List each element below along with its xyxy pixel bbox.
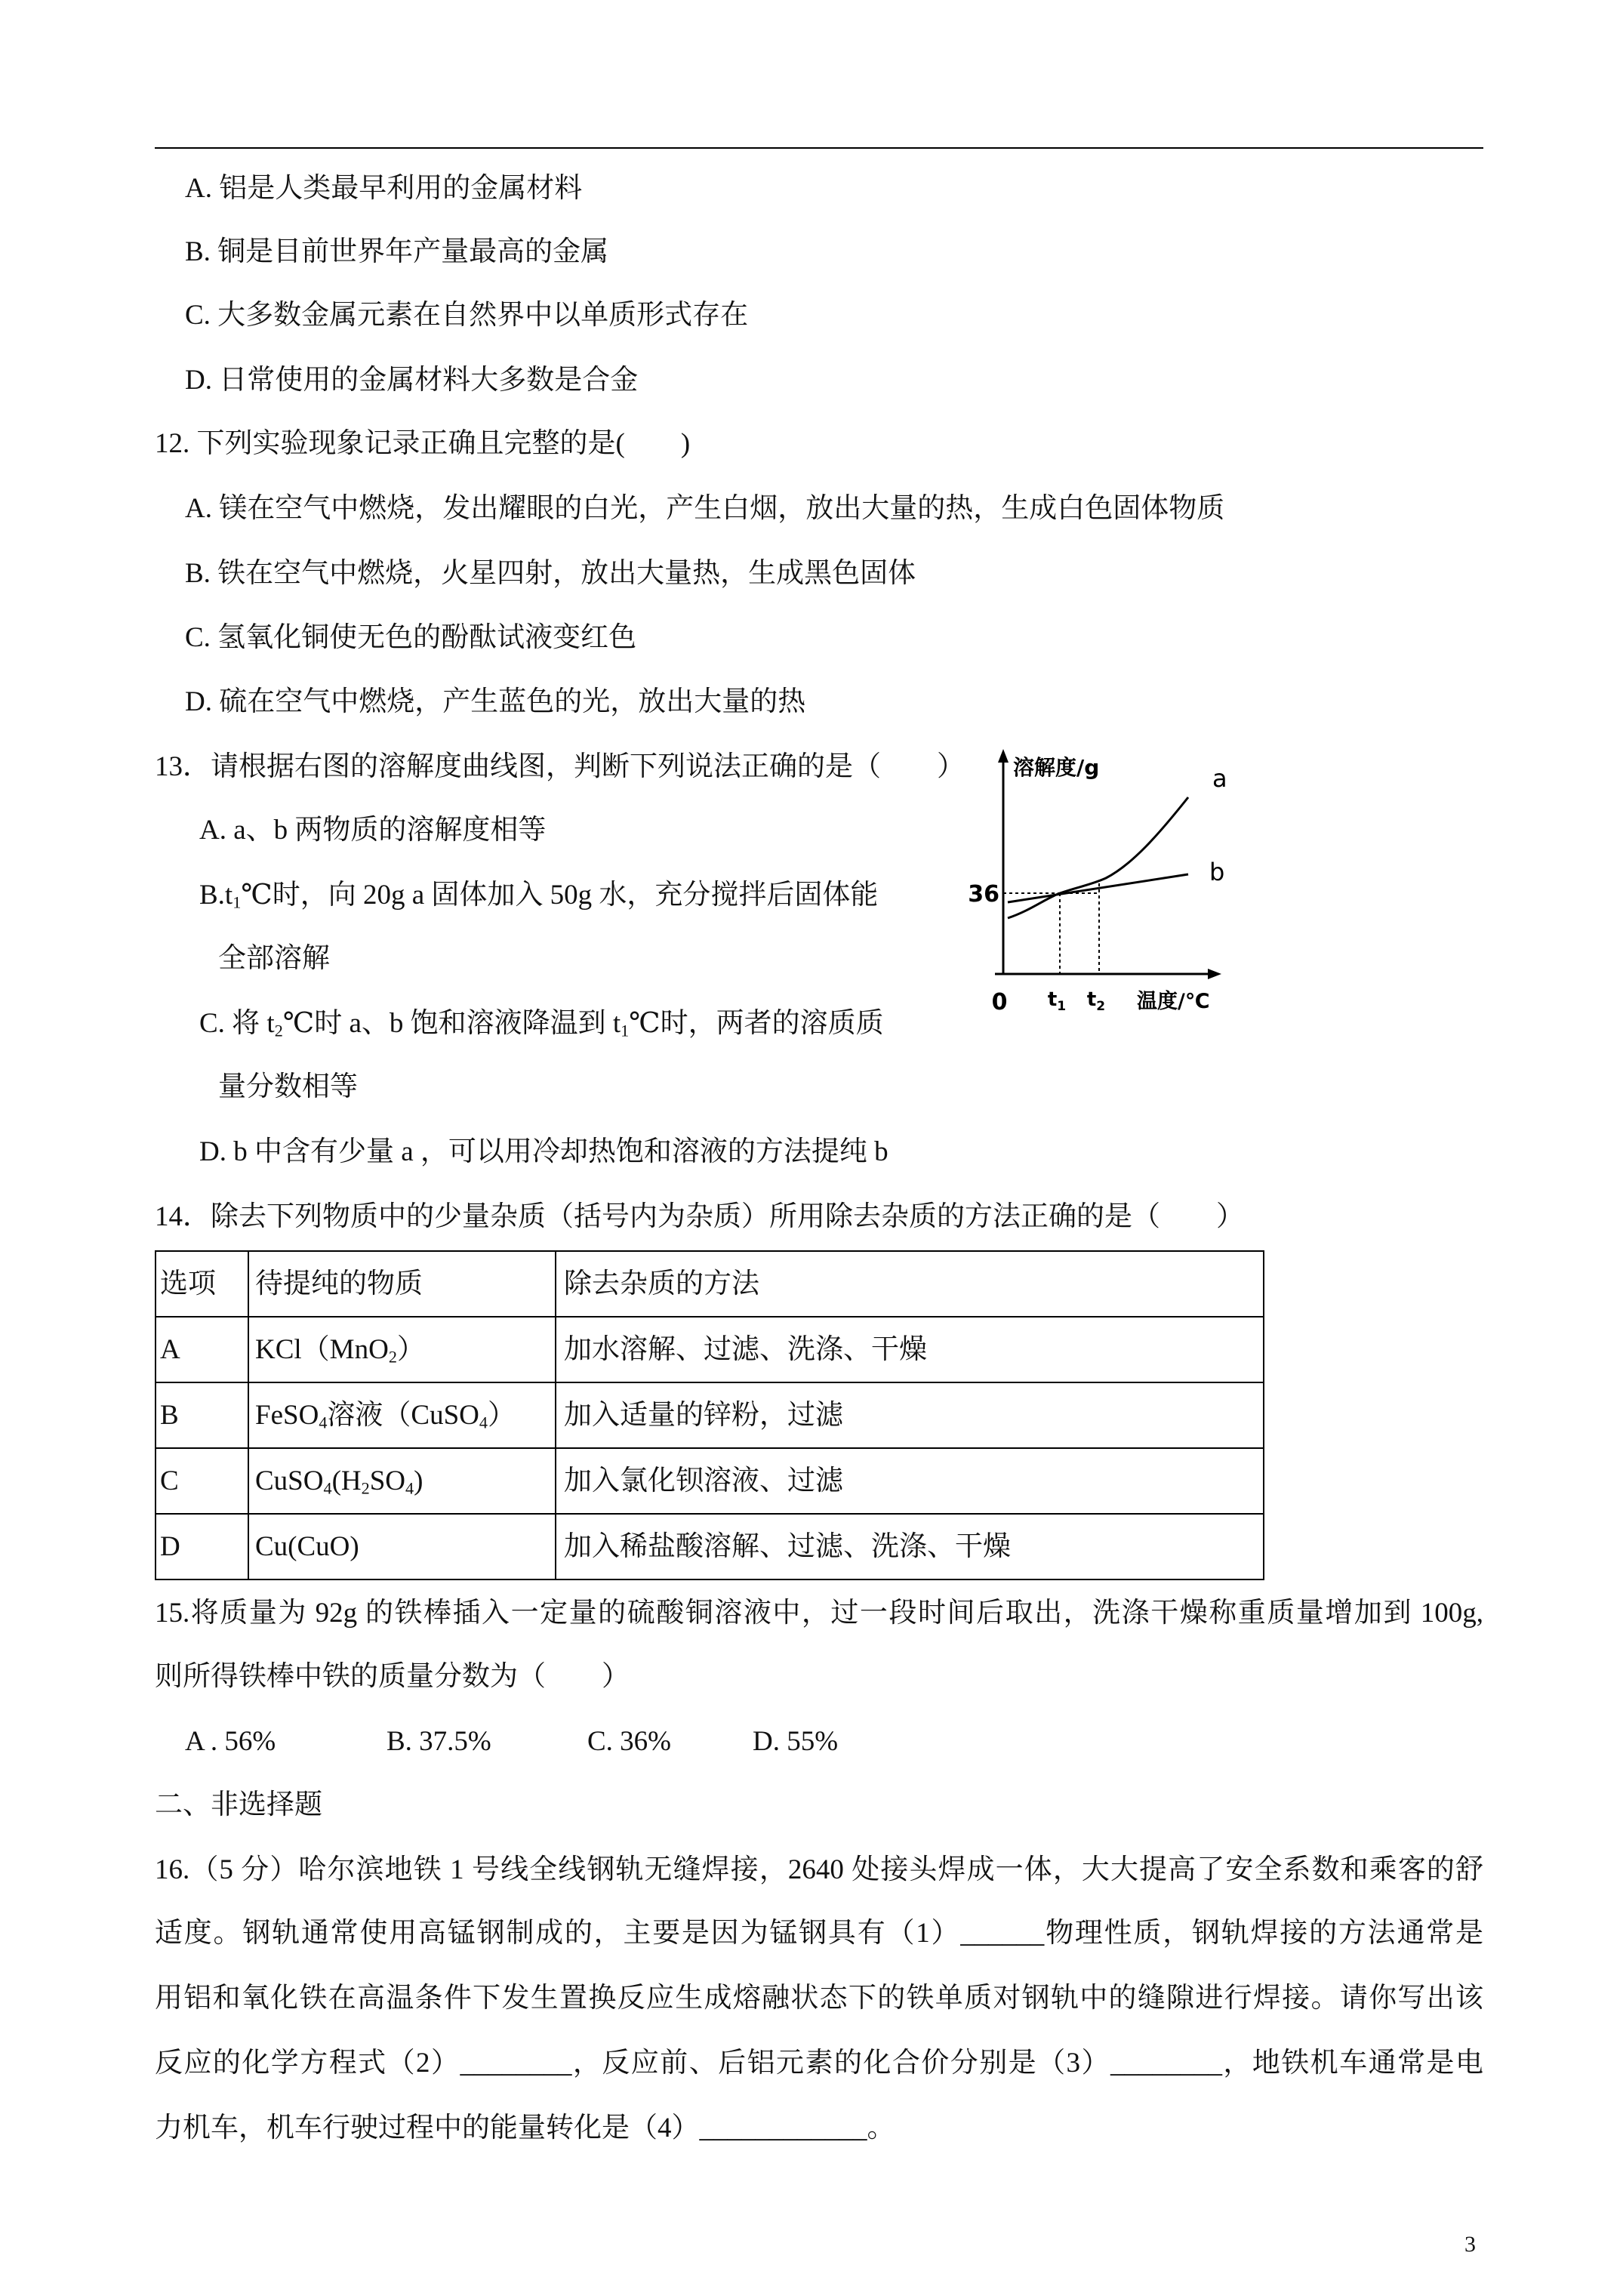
cell-option: A [156, 1317, 248, 1382]
q15-option-a: A . 56% [185, 1726, 276, 1757]
subscript: 1 [621, 1021, 630, 1040]
solubility-curve-figure [966, 740, 1238, 1019]
x-axis-label: 温度/℃ [1137, 990, 1210, 1013]
cell-substance [248, 1448, 556, 1514]
q12-option-d: D. 硫在空气中燃烧，产生蓝色的光，放出大量的热 [185, 686, 806, 717]
q13-option-d: D. b 中含有少量 a ，可以用冷却热饱和溶液的方法提纯 b [199, 1136, 888, 1167]
t2-label [1087, 988, 1105, 1014]
curve-b-label: b [1209, 858, 1225, 886]
q13-option-c-continued: 量分数相等 [218, 1071, 358, 1102]
text-segment: ） [396, 1333, 425, 1365]
text-segment: B.t [199, 880, 233, 911]
text-segment: 溶液（CuSO [327, 1399, 479, 1431]
q13-option-c [199, 1009, 884, 1039]
text-segment: SO [369, 1465, 406, 1496]
header-rule [155, 147, 1483, 149]
text-segment: Cu(CuO) [255, 1530, 359, 1562]
section-title: 二、非选择题 [155, 1789, 322, 1820]
q13-option-b [199, 880, 878, 911]
text-segment: ℃时，两者的溶质质 [629, 1008, 884, 1039]
q13-option-b-continued: 全部溶解 [218, 943, 330, 974]
subscript: 2 [361, 1478, 370, 1498]
t1-label [1048, 988, 1066, 1014]
text-segment: ） [487, 1399, 516, 1431]
t2-subscript: 2 [1096, 999, 1106, 1014]
q15-option-c: C. 36% [587, 1726, 671, 1757]
q15-stem-line-2: 则所得铁棒中铁的质量分数为（ ） [155, 1661, 630, 1692]
text-segment: ℃时 a、b 饱和溶液降温到 t [282, 1008, 621, 1039]
text-segment: ℃时，向 20g a 固体加入 50g 水，充分搅拌后固体能 [241, 880, 879, 911]
header-method: 除去杂质的方法 [556, 1251, 1264, 1317]
t1-subscript: 1 [1057, 999, 1067, 1014]
q16-line-4: 反应的化学方程式（2）________，反应前、后铝元素的化合价分别是（3）________，地铁机车通常是电 [155, 2048, 1483, 2079]
q12-option-c: C. 氢氧化铜使无色的酚酞试液变红色 [185, 622, 637, 653]
q11-option-c: C. 大多数金属元素在自然界中以单质形式存在 [185, 300, 749, 331]
q12-stem: 12. 下列实验现象记录正确且完整的是( ) [155, 428, 691, 459]
q12-option-b: B. 铁在空气中燃烧，火星四射，放出大量热，生成黑色固体 [185, 558, 916, 589]
subscript: 2 [274, 1021, 283, 1040]
subscript: 1 [233, 892, 242, 912]
cell-method: 加入氯化钡溶液、过滤 [556, 1448, 1264, 1514]
cell-option: C [156, 1448, 248, 1514]
q16-line-3: 用铝和氧化铁在高温条件下发生置换反应生成熔融状态下的铁单质对钢轨中的缝隙进行焊接。请你写出该 [155, 1983, 1483, 2014]
table-header-row [156, 1251, 1264, 1317]
subscript: 4 [405, 1478, 414, 1498]
header-substance: 待提纯的物质 [248, 1251, 556, 1317]
cell-substance [248, 1317, 556, 1382]
q16-line-2: 适度。钢轨通常使用高锰钢制成的，主要是因为锰钢具有（1）______物理性质，钢轨焊接的方法通常是 [155, 1918, 1483, 1949]
curve-a-label: a [1212, 764, 1227, 793]
page-number: 3 [1464, 2232, 1476, 2257]
purification-table [155, 1250, 1264, 1580]
table-row [156, 1448, 1264, 1514]
y-axis-label: 溶解度/g [1013, 755, 1100, 780]
text-segment: ) [414, 1465, 423, 1496]
table-row [156, 1382, 1264, 1448]
subscript: 4 [323, 1478, 332, 1498]
cell-method: 加入稀盐酸溶解、过滤、洗涤、干燥 [556, 1514, 1264, 1579]
q12-option-a: A. 镁在空气中燃烧，发出耀眼的白光，产生白烟，放出大量的热，生成白色固体物质 [185, 493, 1225, 524]
cell-method: 加入适量的锌粉，过滤 [556, 1382, 1264, 1448]
marked-value-label: 36 [968, 881, 999, 908]
t2-base: t [1086, 988, 1097, 1011]
q11-option-b: B. 铜是目前世界年产量最高的金属 [185, 236, 609, 267]
text-segment: FeSO [255, 1399, 319, 1431]
q15-option-d: D. 55% [753, 1726, 839, 1757]
text-segment: CuSO [255, 1465, 324, 1496]
subscript: 2 [388, 1347, 397, 1367]
q13-option-a: A. a、b 两物质的溶解度相等 [199, 815, 547, 846]
cell-option: D [156, 1514, 248, 1579]
table-row [156, 1514, 1264, 1579]
table-row [156, 1317, 1264, 1382]
header-option: 选项 [156, 1251, 248, 1317]
y-axis-arrow [998, 749, 1009, 763]
x-axis-arrow [1208, 969, 1221, 979]
cell-substance [248, 1514, 556, 1579]
q15-stem-line-1: 15.将质量为 92g 的铁棒插入一定量的硫酸铜溶液中，过一段时间后取出，洗涤干燥称重质量增加到 100g, [155, 1598, 1483, 1629]
curve-a [1008, 797, 1188, 918]
cell-option: B [156, 1382, 248, 1448]
text-segment: C. 将 t [199, 1008, 275, 1039]
q13-stem: 13．请根据右图的溶解度曲线图，判断下列说法正确的是（ ） [155, 751, 965, 782]
cell-substance [248, 1382, 556, 1448]
subscript: 4 [479, 1413, 488, 1432]
q11-option-a: A. 铝是人类最早利用的金属材料 [185, 173, 583, 204]
q14-stem: 14．除去下列物质中的少量杂质（括号内为杂质）所用除去杂质的方法正确的是（ ） [155, 1201, 1244, 1232]
q15-option-b: B. 37.5% [387, 1726, 491, 1757]
text-segment: KCl（MnO [255, 1333, 389, 1365]
q16-line-1: 16.（5 分）哈尔滨地铁 1 号线全线钢轨无缝焊接，2640 处接头焊成一体，大大提高了安全系数和乘客的舒 [155, 1854, 1483, 1885]
subscript: 4 [319, 1413, 328, 1432]
text-segment: (H [331, 1465, 362, 1496]
curve-b [1008, 874, 1188, 902]
origin-label: 0 [991, 989, 1008, 1015]
q16-line-5: 力机车，机车行驶过程中的能量转化是（4）____________。 [155, 2113, 895, 2143]
cell-method: 加水溶解、过滤、洗涤、干燥 [556, 1317, 1264, 1382]
q11-option-d: D. 日常使用的金属材料大多数是合金 [185, 365, 639, 396]
t1-base: t [1047, 988, 1058, 1011]
